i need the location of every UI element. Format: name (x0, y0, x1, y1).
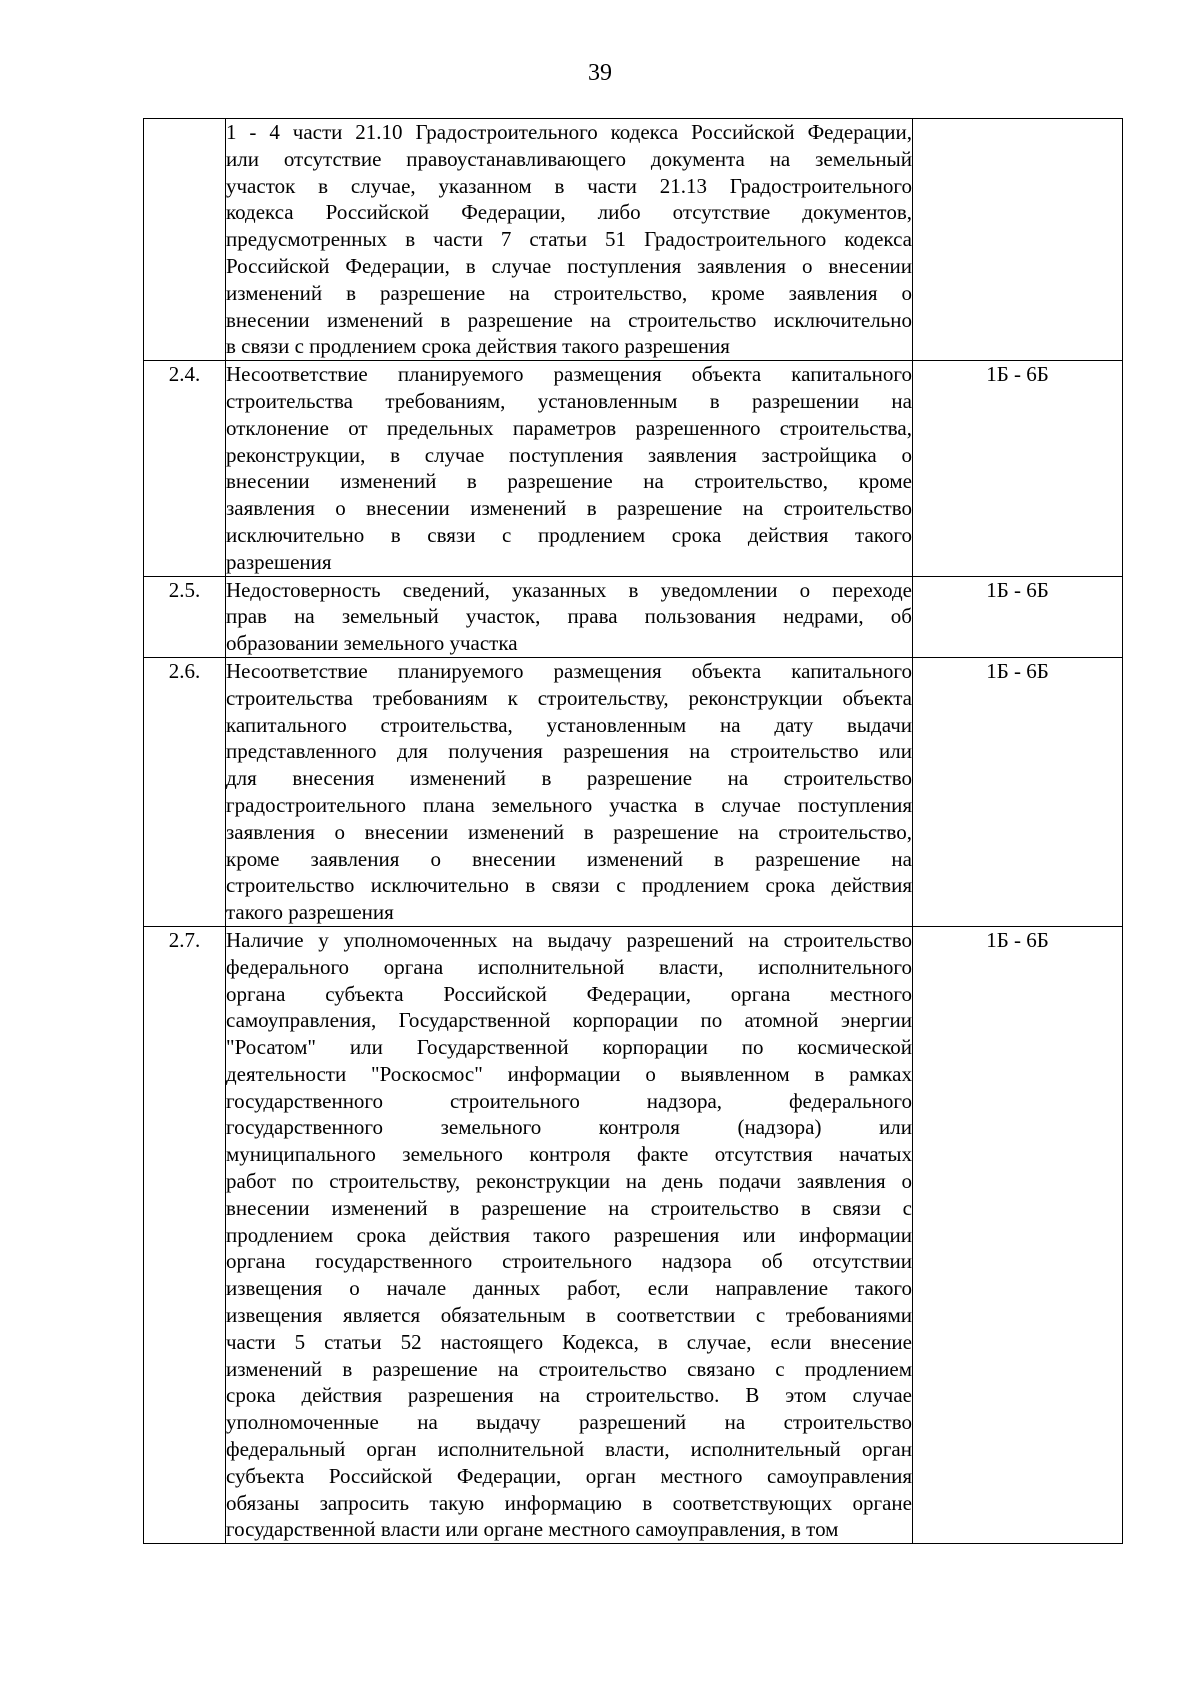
text-line: работ по строительству, реконструкции на день подачи заявления о (226, 1169, 912, 1194)
table-row (144, 576, 1123, 657)
row-number: 2.7. (144, 926, 226, 1543)
text-line: 1 - 4 части 21.10 Градостроительного кодекса Российской Федерации, (226, 120, 912, 144)
text-line: изменений в разрешение на строительство, кроме заявления о (226, 280, 912, 305)
row-number: 2.6. (144, 657, 226, 926)
text-line: кодекса Российской Федерации, либо отсутствие документов, (226, 200, 912, 225)
text-line: Несоответствие планируемого размещения объекта капитального (226, 658, 912, 683)
requirements-table (143, 118, 1123, 1544)
text-line: градостроительного плана земельного участка в случае поступления (226, 792, 912, 817)
text-line: для внесения изменений в разрешение на строительство (226, 766, 912, 791)
row-number: 2.5. (144, 576, 226, 657)
text-line: предусмотренных в части 7 статьи 51 Градостроительного кодекса (226, 227, 912, 252)
row-code: 1Б - 6Б (913, 657, 1123, 926)
text-line: государственной власти или органе местного самоуправления, в том (226, 1517, 839, 1542)
text-line: отклонение от предельных параметров разрешенного строительства, (226, 415, 912, 440)
text-line: извещения о начале данных работ, если направление такого (226, 1276, 912, 1301)
text-line: продлением срока действия такого разрешения или информации (226, 1222, 912, 1247)
text-line: самоуправления, Государственной корпорации по атомной энергии (226, 1008, 912, 1033)
text-line: внесении изменений в разрешение на строительство исключительно (226, 307, 912, 332)
row-code: 1Б - 6Б (913, 926, 1123, 1543)
table-row (144, 657, 1123, 926)
text-line: органа субъекта Российской Федерации, органа местного (226, 981, 912, 1006)
text-line: строительства требованиям, установленным в разрешении на (226, 388, 912, 413)
text-line: субъекта Российской Федерации, орган местного самоуправления (226, 1463, 912, 1488)
row-code (913, 119, 1123, 361)
text-line: разрешения (226, 549, 332, 574)
text-line: прав на земельный участок, права пользования недрами, об (226, 604, 912, 629)
text-line: уполномоченные на выдачу разрешений на строительство (226, 1410, 912, 1435)
text-line: капитального строительства, установленным на дату выдачи (226, 712, 912, 737)
row-code: 1Б - 6Б (913, 576, 1123, 657)
text-line: строительство исключительно в связи с продлением срока действия (226, 873, 912, 898)
text-line: исключительно в связи с продлением срока действия такого (226, 522, 912, 547)
text-line: федеральный орган исполнительной власти, исполнительный орган (226, 1437, 912, 1462)
text-line: государственного строительного надзора, федерального (226, 1088, 912, 1113)
row-text (226, 657, 913, 926)
text-line: такого разрешения (226, 900, 394, 925)
text-line: федерального органа исполнительной власти, исполнительного (226, 954, 912, 979)
text-line: срока действия разрешения на строительство. В этом случае (226, 1383, 912, 1408)
text-line: части 5 статьи 52 настоящего Кодекса, в случае, если внесение (226, 1329, 912, 1354)
text-line: "Росатом" или Государственной корпорации по космической (226, 1035, 912, 1060)
text-line: государственного земельного контроля (надзора) или (226, 1115, 912, 1140)
page-number: 39 (588, 60, 612, 86)
text-line: извещения является обязательным в соответствии с требованиями (226, 1303, 912, 1328)
text-line: Наличие у уполномоченных на выдачу разрешений на строительство (226, 927, 912, 952)
text-line: внесении изменений в разрешение на строительство, кроме (226, 469, 912, 494)
text-line: заявления о внесении изменений в разрешение на строительство (226, 496, 912, 521)
text-line: в связи с продлением срока действия такого разрешения (226, 334, 730, 359)
text-line: участок в случае, указанном в части 21.13 Градостроительного (226, 173, 912, 198)
text-line: изменений в разрешение на строительство связано с продлением (226, 1356, 912, 1381)
table-row (144, 361, 1123, 576)
text-line: Российской Федерации, в случае поступления заявления о внесении (226, 253, 912, 278)
text-line: муниципального земельного контроля факте отсутствия начатых (226, 1142, 912, 1167)
table-row (144, 119, 1123, 361)
text-line: строительства требованиям к строительству, реконструкции объекта (226, 685, 912, 710)
text-line: кроме заявления о внесении изменений в разрешение на (226, 846, 912, 871)
row-text (226, 926, 913, 1543)
text-line: заявления о внесении изменений в разрешение на строительство, (226, 819, 912, 844)
text-line: Недостоверность сведений, указанных в уведомлении о переходе (226, 577, 912, 602)
text-line: внесении изменений в разрешение на строительство в связи с (226, 1195, 912, 1220)
text-line: органа государственного строительного надзора об отсутствии (226, 1249, 912, 1274)
text-line: Несоответствие планируемого размещения объекта капитального (226, 362, 912, 387)
row-text (226, 361, 913, 576)
text-line: представленного для получения разрешения на строительство или (226, 739, 912, 764)
row-number: 2.4. (144, 361, 226, 576)
text-line: образовании земельного участка (226, 631, 518, 656)
text-line: или отсутствие правоустанавливающего документа на земельный (226, 146, 912, 171)
row-code: 1Б - 6Б (913, 361, 1123, 576)
row-text (226, 119, 913, 361)
row-text (226, 576, 913, 657)
table-row (144, 926, 1123, 1543)
row-number (144, 119, 226, 361)
text-line: обязаны запросить такую информацию в соответствующих органе (226, 1490, 912, 1515)
text-line: деятельности "Роскосмос" информации о выявленном в рамках (226, 1061, 912, 1086)
text-line: реконструкции, в случае поступления заявления застройщика о (226, 442, 912, 467)
